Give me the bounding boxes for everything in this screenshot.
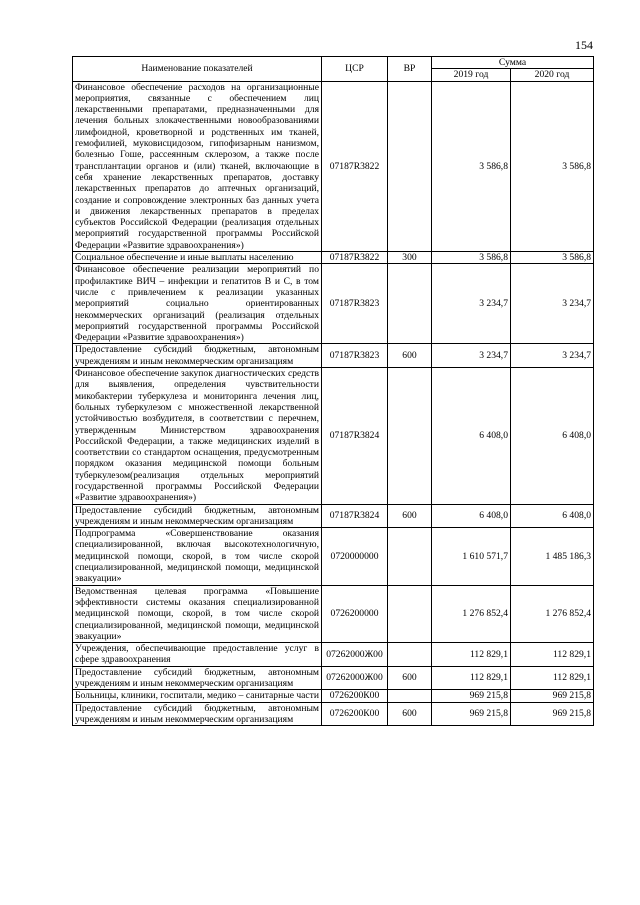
table-row: [73, 585, 594, 642]
row-vr: [388, 643, 432, 667]
row-csr: 07187R3824: [322, 504, 388, 528]
row-name: Предоставление субсидий бюджетным, автономным учреждениям и иным некоммерческим организациям: [73, 666, 322, 690]
row-name: Больницы, клиники, госпитали, медико – санитарные части: [73, 690, 322, 702]
row-vr: [388, 528, 432, 585]
row-vr: 600: [388, 666, 432, 690]
row-sum-2020: 3 586,8: [511, 81, 594, 251]
row-sum-2020: 3 234,7: [511, 344, 594, 368]
row-vr: [388, 264, 432, 344]
row-vr: [388, 368, 432, 505]
row-name: Социальное обеспечение и иные выплаты населению: [73, 252, 322, 264]
row-vr: [388, 81, 432, 251]
table-row: [73, 528, 594, 585]
row-csr: 07187R3822: [322, 81, 388, 251]
row-csr: 0726200000: [322, 585, 388, 642]
row-name: Финансовое обеспечение расходов на организационные мероприятия, связанные с обеспечением лиц лекарственными препаратами, предназначенными для лечения больных злокачественными новообразованиями лимфоидной, кроветворной и родственных им тканей, гемофилией, муковисцидозом, гипофизарным нанизмом, болезнью Гоше, рассеянным склерозом, а также после трансплантации органов и (или) тканей, включающие в себя хранение лекарственных препаратов, доставку лекарственных препаратов до аптечных организаций, создание и сопровождение электронных баз данных учета и движения лекарственных препаратов в пределах субъектов Российской Федерации (реализация отдельных мероприятий государственной программы Российской Федерации «Развитие здравоохранения»): [73, 81, 322, 251]
row-sum-2019: 3 586,8: [432, 252, 511, 264]
header-name: Наименование показателей: [73, 57, 322, 82]
row-sum-2020: 3 586,8: [511, 252, 594, 264]
row-name: Предоставление субсидий бюджетным, автономным учреждениям и иным некоммерческим организациям: [73, 344, 322, 368]
budget-table: [72, 56, 594, 726]
row-vr: 600: [388, 344, 432, 368]
row-sum-2020: 112 829,1: [511, 643, 594, 667]
table-row: [73, 702, 594, 726]
page-number: 154: [575, 38, 593, 52]
row-name: Предоставление субсидий бюджетным, автономным учреждениям и иным некоммерческим организациям: [73, 504, 322, 528]
row-sum-2019: 3 586,8: [432, 81, 511, 251]
row-sum-2020: 969 215,8: [511, 690, 594, 702]
row-csr: 07262000Ж00: [322, 643, 388, 667]
row-vr: 600: [388, 702, 432, 726]
table-row: [73, 690, 594, 702]
row-sum-2019: 1 610 571,7: [432, 528, 511, 585]
row-sum-2020: 3 234,7: [511, 264, 594, 344]
row-sum-2020: 6 408,0: [511, 368, 594, 505]
row-name: Учреждения, обеспечивающие предоставление услуг в сфере здравоохранения: [73, 643, 322, 667]
row-vr: 300: [388, 252, 432, 264]
row-name: Предоставление субсидий бюджетным, автономным учреждениям и иным некоммерческим организациям: [73, 702, 322, 726]
table-header: [73, 57, 594, 82]
row-name: Ведомственная целевая программа «Повышение эффективности системы оказания специализированной медицинской помощи, скорой, в том числе скорой специализированной, медицинской помощи, медицинской эвакуации»: [73, 585, 322, 642]
row-sum-2019: 1 276 852,4: [432, 585, 511, 642]
table-row: [73, 643, 594, 667]
row-vr: [388, 690, 432, 702]
row-name: Финансовое обеспечение закупок диагностических средств для выявления, определения чувствительности микобактерии туберкулеза и мониторинга лечения лиц, больных туберкулезом с множественной лекарственной устойчивостью возбудителя, в соответствии с перечнем, утвержденным Министерством здравоохранения Российской Федерации, а также медицинских изделий в соответствии со стандартом оснащения, предусмотренным порядком оказания медицинской помощи больным туберкулезом(реализация отдельных мероприятий государственной программы Российской Федерации «Развитие здравоохранения»): [73, 368, 322, 505]
row-sum-2019: 969 215,8: [432, 690, 511, 702]
table-row: [73, 504, 594, 528]
header-2019: 2019 год: [432, 69, 511, 81]
row-sum-2019: 6 408,0: [432, 368, 511, 505]
row-name: Подпрограмма «Совершенствование оказания специализированной, включая высокотехнологичную, медицинской помощи, скорой, в том числе скорой специализированной, медицинской помощи, медицинской эвакуации»: [73, 528, 322, 585]
row-csr: 07187R3823: [322, 344, 388, 368]
table-row: [73, 252, 594, 264]
row-csr: 0726200К00: [322, 702, 388, 726]
row-sum-2019: 3 234,7: [432, 344, 511, 368]
row-vr: 600: [388, 504, 432, 528]
row-sum-2019: 112 829,1: [432, 643, 511, 667]
header-sum: Сумма: [432, 57, 594, 69]
row-sum-2020: 112 829,1: [511, 666, 594, 690]
header-2020: 2020 год: [511, 69, 594, 81]
header-csr: ЦСР: [322, 57, 388, 82]
row-csr: 07187R3824: [322, 368, 388, 505]
table-row: [73, 344, 594, 368]
row-sum-2019: 969 215,8: [432, 702, 511, 726]
table-row: [73, 264, 594, 344]
row-sum-2019: 112 829,1: [432, 666, 511, 690]
row-sum-2020: 1 276 852,4: [511, 585, 594, 642]
row-vr: [388, 585, 432, 642]
row-sum-2020: 6 408,0: [511, 504, 594, 528]
row-csr: 07187R3823: [322, 264, 388, 344]
row-sum-2020: 969 215,8: [511, 702, 594, 726]
row-sum-2020: 1 485 186,3: [511, 528, 594, 585]
row-sum-2019: 3 234,7: [432, 264, 511, 344]
row-csr: 0726200К00: [322, 690, 388, 702]
row-csr: 07262000Ж00: [322, 666, 388, 690]
header-vr: ВР: [388, 57, 432, 82]
row-csr: 07187R3822: [322, 252, 388, 264]
row-name: Финансовое обеспечение реализации мероприятий по профилактике ВИЧ – инфекции и гепатитов В и С, в том числе с привлечением к реализации указанных мероприятий социально ориентированных некоммерческих организаций (реализация отдельных мероприятий государственной программы Российской Федерации «Развитие здравоохранения»): [73, 264, 322, 344]
table-row: [73, 81, 594, 251]
table-row: [73, 666, 594, 690]
table-row: [73, 368, 594, 505]
row-csr: 0720000000: [322, 528, 388, 585]
table-body: [73, 81, 594, 726]
row-sum-2019: 6 408,0: [432, 504, 511, 528]
